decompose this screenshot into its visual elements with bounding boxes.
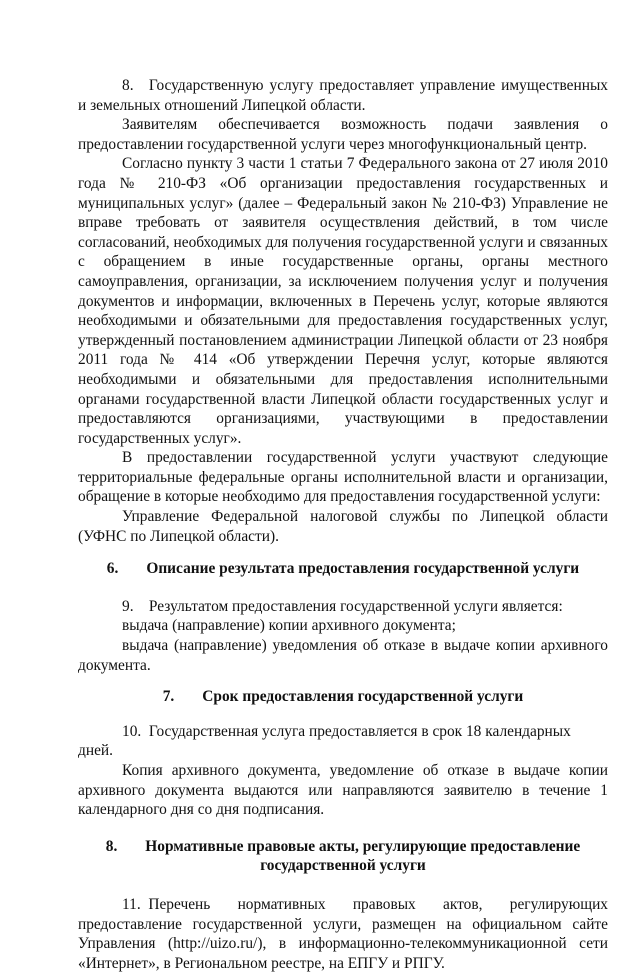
- paragraph-result-refusal: выдача (направление) уведомления об отказе в выдаче копии архивного документа.: [78, 637, 608, 674]
- section-7-heading: [78, 687, 608, 707]
- section-8-title-line-1: [78, 837, 608, 857]
- section-6-heading: [78, 559, 608, 579]
- paragraph-item-10: 10. Государственная услуга предоставляется в срок 18 календарных дней.: [78, 722, 571, 760]
- paragraph-mfc: Заявителям обеспечивается возможность подачи заявления о предоставлении государственной услуги через многофункциональный центр.: [78, 116, 608, 153]
- section-8-heading: [78, 837, 608, 876]
- section-7-title: Срок предоставления государственной услуги: [202, 688, 524, 706]
- paragraph-item-8: 8. Государственную услугу предоставляет управление имущественных и земельных отношений Липецкой области.: [78, 77, 608, 114]
- paragraph-participants: В предоставлении государственной услуги участвуют следующие территориальные федеральные органы исполнительной власти и организации, обращение в которые необходимо для предоставления государственной услуги:: [78, 449, 608, 506]
- section-8-number: 8.: [105, 837, 118, 855]
- section-8-title-line-2: государственной услуги: [260, 857, 426, 875]
- paragraph-item-11: 11. Перечень нормативных правовых актов, регулирующих предоставление государственной услуги, размещен на официальном сайте Управления (http://uizo.ru/), в информационно-телекоммуникационной сети «Интернет», в Региональном реестре, на ЕПГУ и РПГУ.: [78, 895, 608, 972]
- paragraph-ufns: Управление Федеральной налоговой службы по Липецкой области (УФНС по Липецкой области).: [78, 508, 608, 545]
- section-6-number: 6.: [106, 560, 119, 578]
- section-8-title: Нормативные правовые акты, регулирующие предоставление: [145, 837, 581, 855]
- paragraph-result-copy: выдача (направление) копии архивного документа;: [122, 617, 456, 635]
- paragraph-copy-delivery: Копия архивного документа, уведомление об отказе в выдаче копии архивного документа выдаются или направляются заявителю в течение 1 календарного дня со дня подписания.: [78, 762, 608, 819]
- document-page: [78, 76, 608, 973]
- paragraph-item-9: 9. Результатом предоставления государственной услуги является:: [122, 597, 563, 615]
- section-7-number: 7.: [162, 688, 175, 706]
- paragraph-federal-law: Согласно пункту 3 части 1 статьи 7 Федерального закона от 27 июля 2010 года № 210-ФЗ «Об организации предоставления государственных и муниципальных услуг» (далее – Федеральный закон № 210-ФЗ) Управление не вправе требовать от заявителя осуществления действий, в том числе согласований, необходимых для получения государственной услуги и связанных с обращением в иные государственные органы, органы местного самоуправления, организации, за исключением получения услуг и получения документов и информации, включенных в Перечень услуг, которые являются необходимыми и обязательными для предоставления государственных услуг, утвержденный постановлением администрации Липецкой области от 23 ноября 2011 года № 414 «Об утверждении Перечня услуг, которые являются необходимыми и обязательными для предоставления исполнительными органами государственной власти Липецкой области государственных услуг и предоставляются организациями, участвующими в предоставлении государственных услуг».: [78, 155, 608, 447]
- section-6-title: Описание результата предоставления государственной услуги: [146, 560, 580, 578]
